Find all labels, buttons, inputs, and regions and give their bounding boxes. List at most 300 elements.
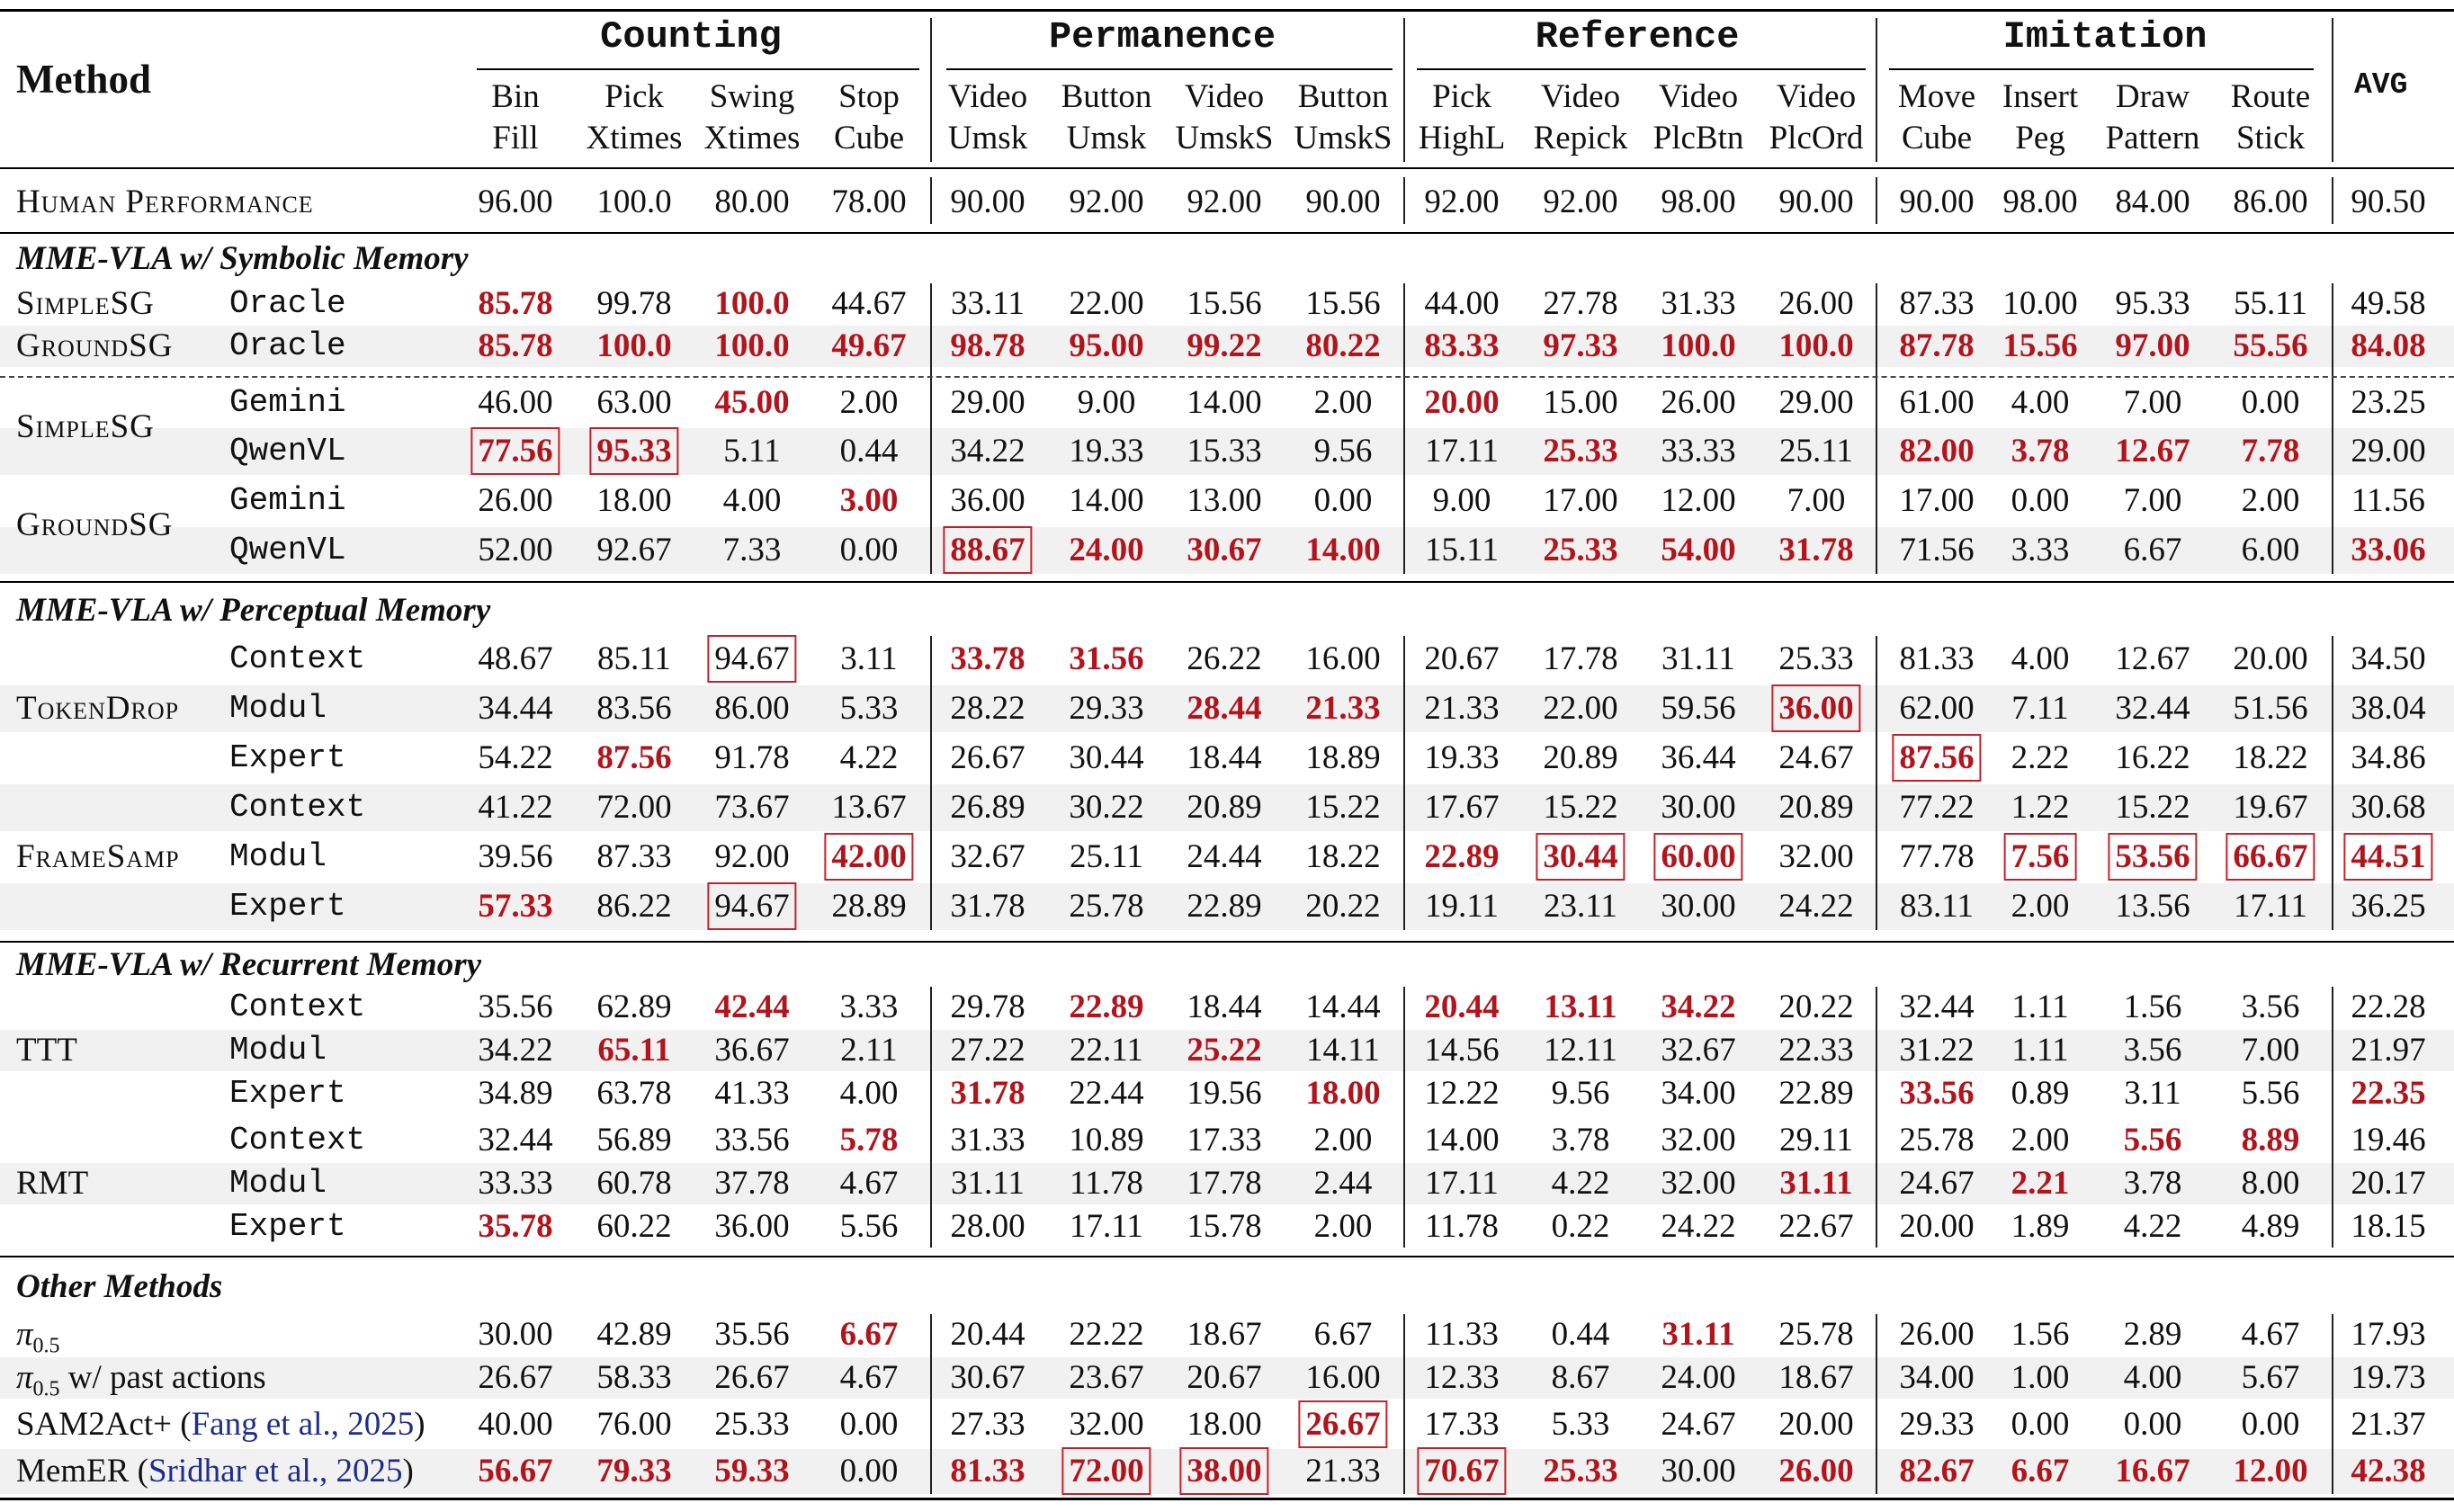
row-value: 0.00	[2241, 384, 2300, 421]
row-value: 26.22	[1187, 640, 1262, 677]
row-value: 30.44	[1543, 838, 1618, 875]
row-value: 54.22	[478, 739, 553, 776]
row-value: 19.33	[1424, 739, 1500, 776]
row-value: 34.00	[1899, 1359, 1975, 1396]
row-value: 20.22	[1305, 888, 1381, 925]
row-value: 14.56	[1424, 1032, 1500, 1069]
row-value: 58.33	[596, 1359, 672, 1396]
row-value: 3.78	[1551, 1122, 1610, 1159]
row-value: 29.00	[1778, 384, 1854, 421]
row-value: 97.33	[1543, 327, 1618, 364]
row-value: 4.00	[839, 1075, 899, 1112]
row-value: 53.56	[2115, 838, 2190, 875]
row-value: 25.78	[1778, 1316, 1854, 1353]
row-value: 30.67	[950, 1359, 1025, 1396]
column-separator	[930, 636, 932, 930]
row-value: 25.33	[1778, 640, 1854, 677]
row-value: 16.00	[1305, 640, 1381, 677]
column-separator	[2332, 18, 2333, 162]
row-value: 81.33	[1899, 640, 1975, 677]
row-value: 22.00	[1543, 690, 1618, 727]
row-value: 24.67	[1899, 1165, 1975, 1202]
row-value: 10.00	[2002, 285, 2078, 322]
row-value: 21.37	[2351, 1406, 2426, 1443]
row-value: 25.33	[714, 1406, 790, 1443]
row-value: 12.00	[2233, 1453, 2308, 1490]
row-value: 15.78	[1187, 1208, 1262, 1245]
row-value: 87.56	[596, 739, 672, 776]
column-separator	[2332, 283, 2333, 574]
row-value: 22.89	[1187, 888, 1262, 925]
row-value: 4.22	[839, 739, 899, 776]
row-value: 72.00	[1069, 1453, 1144, 1490]
method-label: $\pi_{0.5}$	[16, 1316, 60, 1358]
row-value: 32.00	[1661, 1165, 1736, 1202]
variant-label: Modul	[229, 690, 327, 727]
row-value: 31.11	[1661, 1316, 1735, 1353]
human-rule	[0, 232, 2454, 234]
row-value: 95.33	[2115, 285, 2190, 322]
row-value: 20.89	[1778, 789, 1854, 826]
row-value: 1.11	[2011, 1032, 2069, 1069]
row-value: 20.67	[1187, 1359, 1262, 1396]
row-value: 3.11	[840, 640, 898, 677]
row-value: 42.38	[2351, 1453, 2426, 1490]
row-value: 30.00	[478, 1316, 553, 1353]
row-value: 1.00	[2011, 1359, 2070, 1396]
row-value: 36.67	[714, 1032, 790, 1069]
row-value: 0.44	[1551, 1316, 1610, 1353]
row-value: 6.67	[839, 1316, 899, 1353]
row-value: 82.67	[1899, 1453, 1975, 1490]
row-value: 41.33	[714, 1075, 790, 1112]
row-value: 32.00	[1661, 1122, 1736, 1159]
row-value: 94.67	[714, 640, 790, 677]
row-value: 5.56	[2123, 1122, 2182, 1159]
variant-label: Gemini	[229, 482, 346, 519]
row-value: 44.67	[831, 285, 907, 322]
column-header: Video PlcOrd	[1769, 78, 1864, 157]
row-value: 5.56	[839, 1208, 899, 1245]
row-value: 83.56	[596, 690, 672, 727]
column-separator	[1876, 177, 1877, 224]
row-value: 80.22	[1305, 327, 1381, 364]
column-separator	[2332, 1314, 2333, 1494]
row-value: 25.22	[1187, 1032, 1262, 1069]
row-value: 30.44	[1069, 739, 1144, 776]
human-value: 100.0	[596, 183, 672, 220]
row-value: 49.58	[2351, 285, 2426, 322]
row-value: 0.00	[2241, 1406, 2300, 1443]
row-value: 33.33	[1661, 433, 1736, 470]
row-value: 26.00	[478, 482, 553, 519]
variant-label: Expert	[229, 1075, 346, 1112]
row-value: 22.35	[2351, 1075, 2426, 1112]
row-value: 18.44	[1187, 989, 1262, 1025]
column-header: Button UmskS	[1294, 78, 1393, 157]
row-value: 3.56	[2123, 1032, 2182, 1069]
human-performance-label: Human Performance	[16, 183, 314, 220]
row-value: 30.00	[1661, 888, 1736, 925]
row-value: 34.89	[478, 1075, 553, 1112]
row-value: 32.67	[950, 838, 1025, 875]
row-value: 2.00	[1313, 1122, 1373, 1159]
row-value: 100.0	[1661, 327, 1736, 364]
row-value: 4.67	[839, 1359, 899, 1396]
human-value: 80.00	[714, 183, 790, 220]
column-header: Video Umsk	[947, 78, 1028, 157]
row-value: 15.11	[1425, 532, 1499, 568]
row-value: 30.00	[1661, 789, 1736, 826]
row-value: 3.33	[839, 989, 899, 1025]
row-value: 25.11	[1070, 838, 1143, 875]
row-value: 19.56	[1187, 1075, 1262, 1112]
row-value: 4.00	[722, 482, 782, 519]
row-value: 41.22	[478, 789, 553, 826]
row-value: 24.67	[1778, 739, 1854, 776]
row-value: 32.44	[2115, 690, 2190, 727]
variant-label: Modul	[229, 1032, 327, 1069]
human-value: 90.00	[1305, 183, 1381, 220]
human-value: 90.00	[1899, 183, 1975, 220]
row-value: 22.89	[1778, 1075, 1854, 1112]
row-value: 20.00	[1778, 1406, 1854, 1443]
row-value: 17.11	[1425, 1165, 1499, 1202]
row-value: 35.56	[714, 1316, 790, 1353]
row-value: 18.67	[1778, 1359, 1854, 1396]
row-value: 1.56	[2123, 989, 2182, 1025]
row-value: 85.78	[478, 327, 553, 364]
section-title: MME-VLA w/ Perceptual Memory	[16, 592, 491, 629]
human-value: 92.00	[1424, 183, 1500, 220]
row-value: 16.00	[1305, 1359, 1381, 1396]
row-value: 17.00	[1899, 482, 1975, 519]
method-label: TokenDrop	[16, 690, 180, 727]
row-value: 24.22	[1778, 888, 1854, 925]
row-value: 59.33	[714, 1453, 790, 1490]
section-rule	[0, 1256, 2454, 1257]
row-value: 22.89	[1424, 838, 1500, 875]
column-header: Pick HighL	[1418, 78, 1506, 157]
row-value: 4.00	[2123, 1359, 2182, 1396]
row-value: 21.33	[1424, 690, 1500, 727]
row-value: 17.00	[1543, 482, 1618, 519]
row-value: 36.00	[950, 482, 1025, 519]
row-value: 25.78	[1899, 1122, 1975, 1159]
row-value: 32.67	[1661, 1032, 1736, 1069]
row-value: 0.44	[839, 433, 899, 470]
variant-label: QwenVL	[229, 532, 346, 568]
row-value: 0.00	[2123, 1406, 2182, 1443]
variant-label: Context	[229, 640, 366, 677]
row-value: 33.06	[2351, 532, 2426, 568]
row-value: 73.67	[714, 789, 790, 826]
variant-label: Gemini	[229, 384, 346, 421]
row-value: 20.89	[1187, 789, 1262, 826]
column-separator	[1876, 1314, 1877, 1494]
row-value: 11.78	[1070, 1165, 1143, 1202]
row-value: 7.33	[722, 532, 782, 568]
row-value: 59.56	[1661, 690, 1736, 727]
row-value: 4.22	[2123, 1208, 2182, 1245]
row-value: 12.22	[1424, 1075, 1500, 1112]
row-value: 31.22	[1899, 1032, 1975, 1069]
group-header-counting: Counting	[600, 15, 782, 58]
row-value: 42.44	[714, 989, 790, 1025]
row-value: 60.00	[1661, 838, 1736, 875]
row-value: 85.11	[597, 640, 671, 677]
row-value: 20.22	[1778, 989, 1854, 1025]
human-value: 92.00	[1069, 183, 1144, 220]
row-value: 31.11	[1661, 640, 1735, 677]
row-value: 34.00	[1661, 1075, 1736, 1112]
group-header-permanence: Permanence	[1048, 15, 1276, 58]
row-value: 62.00	[1899, 690, 1975, 727]
avg-header: AVG	[2354, 68, 2408, 102]
variant-label: Expert	[229, 739, 346, 776]
row-value: 20.00	[1424, 384, 1500, 421]
row-value: 24.00	[1661, 1359, 1736, 1396]
row-value: 31.33	[950, 1122, 1025, 1159]
row-value: 14.00	[1424, 1122, 1500, 1159]
row-value: 24.00	[1069, 532, 1144, 568]
column-separator	[930, 18, 932, 162]
row-value: 98.78	[950, 327, 1025, 364]
row-value: 25.33	[1543, 433, 1618, 470]
row-value: 26.00	[1899, 1316, 1975, 1353]
column-separator	[2332, 177, 2333, 224]
row-value: 29.11	[1779, 1122, 1853, 1159]
row-value: 20.67	[1424, 640, 1500, 677]
row-value: 92.00	[714, 838, 790, 875]
row-value: 77.78	[1899, 838, 1975, 875]
row-value: 27.22	[950, 1032, 1025, 1069]
row-value: 0.00	[839, 1453, 899, 1490]
row-value: 17.11	[1070, 1208, 1143, 1245]
row-value: 77.56	[478, 433, 553, 470]
row-value: 12.67	[2115, 640, 2190, 677]
row-value: 2.00	[2241, 482, 2300, 519]
column-separator	[2332, 636, 2333, 930]
method-label: SimpleSG	[16, 408, 155, 445]
row-value: 83.33	[1424, 327, 1500, 364]
row-value: 33.11	[951, 285, 1025, 322]
row-value: 26.67	[714, 1359, 790, 1396]
row-value: 26.00	[1778, 285, 1854, 322]
row-value: 5.67	[2241, 1359, 2300, 1396]
row-value: 86.00	[714, 690, 790, 727]
row-value: 18.15	[2351, 1208, 2426, 1245]
variant-label: Oracle	[229, 327, 346, 364]
row-value: 21.97	[2351, 1032, 2426, 1069]
row-value: 31.78	[950, 888, 1025, 925]
row-value: 24.67	[1661, 1406, 1736, 1443]
row-value: 30.67	[1187, 532, 1262, 568]
row-value: 65.11	[597, 1032, 671, 1069]
row-value: 2.00	[1313, 1208, 1373, 1245]
variant-label: Expert	[229, 888, 346, 925]
row-value: 14.00	[1187, 384, 1262, 421]
row-value: 0.00	[839, 532, 899, 568]
row-value: 20.00	[2233, 640, 2308, 677]
row-value: 8.67	[1551, 1359, 1610, 1396]
column-header: Video UmskS	[1175, 78, 1274, 157]
row-value: 2.00	[2011, 888, 2070, 925]
row-value: 32.00	[1069, 1406, 1144, 1443]
method-label: GroundSG	[16, 506, 174, 543]
row-value: 44.51	[2351, 838, 2426, 875]
row-value: 33.33	[478, 1165, 553, 1202]
row-value: 84.08	[2351, 327, 2426, 364]
row-value: 2.44	[1313, 1165, 1373, 1202]
row-value: 34.86	[2351, 739, 2426, 776]
row-value: 100.0	[596, 327, 672, 364]
row-value: 13.00	[1187, 482, 1262, 519]
column-separator	[1403, 987, 1405, 1248]
row-value: 87.78	[1899, 327, 1975, 364]
row-value: 72.00	[596, 789, 672, 826]
row-value: 42.89	[596, 1316, 672, 1353]
row-value: 32.44	[478, 1122, 553, 1159]
row-value: 29.33	[1899, 1406, 1975, 1443]
row-value: 13.67	[831, 789, 907, 826]
row-value: 38.04	[2351, 690, 2426, 727]
row-value: 3.78	[2123, 1165, 2182, 1202]
row-value: 3.78	[2011, 433, 2070, 470]
row-value: 55.56	[2233, 327, 2308, 364]
row-value: 4.00	[2011, 384, 2070, 421]
row-value: 5.11	[723, 433, 781, 470]
row-value: 13.11	[1544, 989, 1617, 1025]
row-value: 1.56	[2011, 1316, 2070, 1353]
human-value: 90.00	[1778, 183, 1854, 220]
row-value: 36.25	[2351, 888, 2426, 925]
column-separator	[1876, 18, 1877, 162]
method-label: GroundSG	[16, 327, 174, 364]
dashed-rule	[0, 376, 2454, 378]
row-value: 34.44	[478, 690, 553, 727]
row-value: 60.22	[596, 1208, 672, 1245]
column-separator	[1876, 636, 1877, 930]
row-value: 81.33	[950, 1453, 1025, 1490]
row-value: 86.22	[596, 888, 672, 925]
row-value: 19.46	[2351, 1122, 2426, 1159]
section-rule	[0, 581, 2454, 583]
row-value: 31.78	[1778, 532, 1854, 568]
column-separator	[1403, 177, 1405, 224]
row-value: 60.78	[596, 1165, 672, 1202]
method-label: $\pi_{0.5}$ w/ past actions	[16, 1359, 266, 1401]
row-value: 2.89	[2123, 1316, 2182, 1353]
column-header: Draw Pattern	[2105, 78, 2200, 157]
row-value: 87.33	[1899, 285, 1975, 322]
variant-label: Oracle	[229, 285, 346, 322]
row-value: 11.56	[2351, 482, 2425, 519]
row-value: 3.56	[2241, 989, 2300, 1025]
row-value: 26.00	[1661, 384, 1736, 421]
row-value: 20.89	[1543, 739, 1618, 776]
row-value: 8.00	[2241, 1165, 2300, 1202]
row-value: 95.00	[1069, 327, 1144, 364]
row-value: 0.00	[2011, 482, 2070, 519]
group-underline	[946, 68, 1393, 70]
method-label: SAM2Act+ (Fang et al., 2025)	[16, 1406, 425, 1443]
row-value: 4.00	[2011, 640, 2070, 677]
human-value: 86.00	[2233, 183, 2308, 220]
row-value: 7.00	[2123, 384, 2182, 421]
row-value: 63.00	[596, 384, 672, 421]
column-separator	[930, 1314, 932, 1494]
row-value: 99.22	[1187, 327, 1262, 364]
row-value: 33.56	[1899, 1075, 1975, 1112]
column-header: Video PlcBtn	[1652, 78, 1744, 157]
row-value: 91.78	[714, 739, 790, 776]
row-value: 0.22	[1551, 1208, 1610, 1245]
row-value: 12.11	[1544, 1032, 1617, 1069]
row-value: 18.89	[1305, 739, 1381, 776]
row-value: 5.33	[839, 690, 899, 727]
row-value: 6.67	[2123, 532, 2182, 568]
row-value: 85.78	[478, 285, 553, 322]
row-value: 7.56	[2011, 838, 2070, 875]
row-value: 15.33	[1187, 433, 1262, 470]
column-separator	[1876, 987, 1877, 1248]
row-value: 42.00	[831, 838, 907, 875]
row-value: 17.33	[1424, 1406, 1500, 1443]
row-value: 1.22	[2011, 789, 2070, 826]
row-value: 49.67	[831, 327, 907, 364]
row-value: 51.56	[2233, 690, 2308, 727]
row-value: 17.78	[1187, 1165, 1262, 1202]
row-value: 28.89	[831, 888, 907, 925]
method-label: MemER (Sridhar et al., 2025)	[16, 1453, 414, 1490]
row-value: 15.00	[1543, 384, 1618, 421]
row-value: 26.00	[1778, 1453, 1854, 1490]
method-label: TTT	[16, 1032, 77, 1069]
row-value: 33.78	[950, 640, 1025, 677]
row-value: 33.56	[714, 1122, 790, 1159]
column-header: Stop Cube	[833, 78, 905, 157]
row-value: 15.56	[1187, 285, 1262, 322]
row-value: 12.67	[2115, 433, 2190, 470]
row-value: 20.44	[1424, 989, 1500, 1025]
row-value: 7.00	[1787, 482, 1846, 519]
row-value: 27.78	[1543, 285, 1618, 322]
row-value: 6.67	[2011, 1453, 2070, 1490]
method-label: RMT	[16, 1165, 89, 1202]
row-value: 17.78	[1543, 640, 1618, 677]
row-value: 30.22	[1069, 789, 1144, 826]
row-value: 9.00	[1432, 482, 1491, 519]
column-header: Route Stick	[2230, 78, 2311, 157]
variant-label: Expert	[229, 1208, 346, 1245]
column-separator	[1876, 283, 1877, 574]
row-value: 71.56	[1899, 532, 1975, 568]
row-value: 7.78	[2241, 433, 2300, 470]
row-value: 37.78	[714, 1165, 790, 1202]
row-value: 87.33	[596, 838, 672, 875]
column-header: Pick Xtimes	[586, 78, 683, 157]
row-value: 5.78	[839, 1122, 899, 1159]
row-value: 15.22	[1543, 789, 1618, 826]
row-value: 14.11	[1306, 1032, 1380, 1069]
row-value: 18.67	[1187, 1316, 1262, 1353]
row-value: 55.11	[2234, 285, 2307, 322]
row-value: 88.67	[950, 532, 1025, 568]
column-header: Video Repick	[1533, 78, 1628, 157]
row-value: 34.22	[1661, 989, 1736, 1025]
row-value: 17.11	[1425, 433, 1499, 470]
